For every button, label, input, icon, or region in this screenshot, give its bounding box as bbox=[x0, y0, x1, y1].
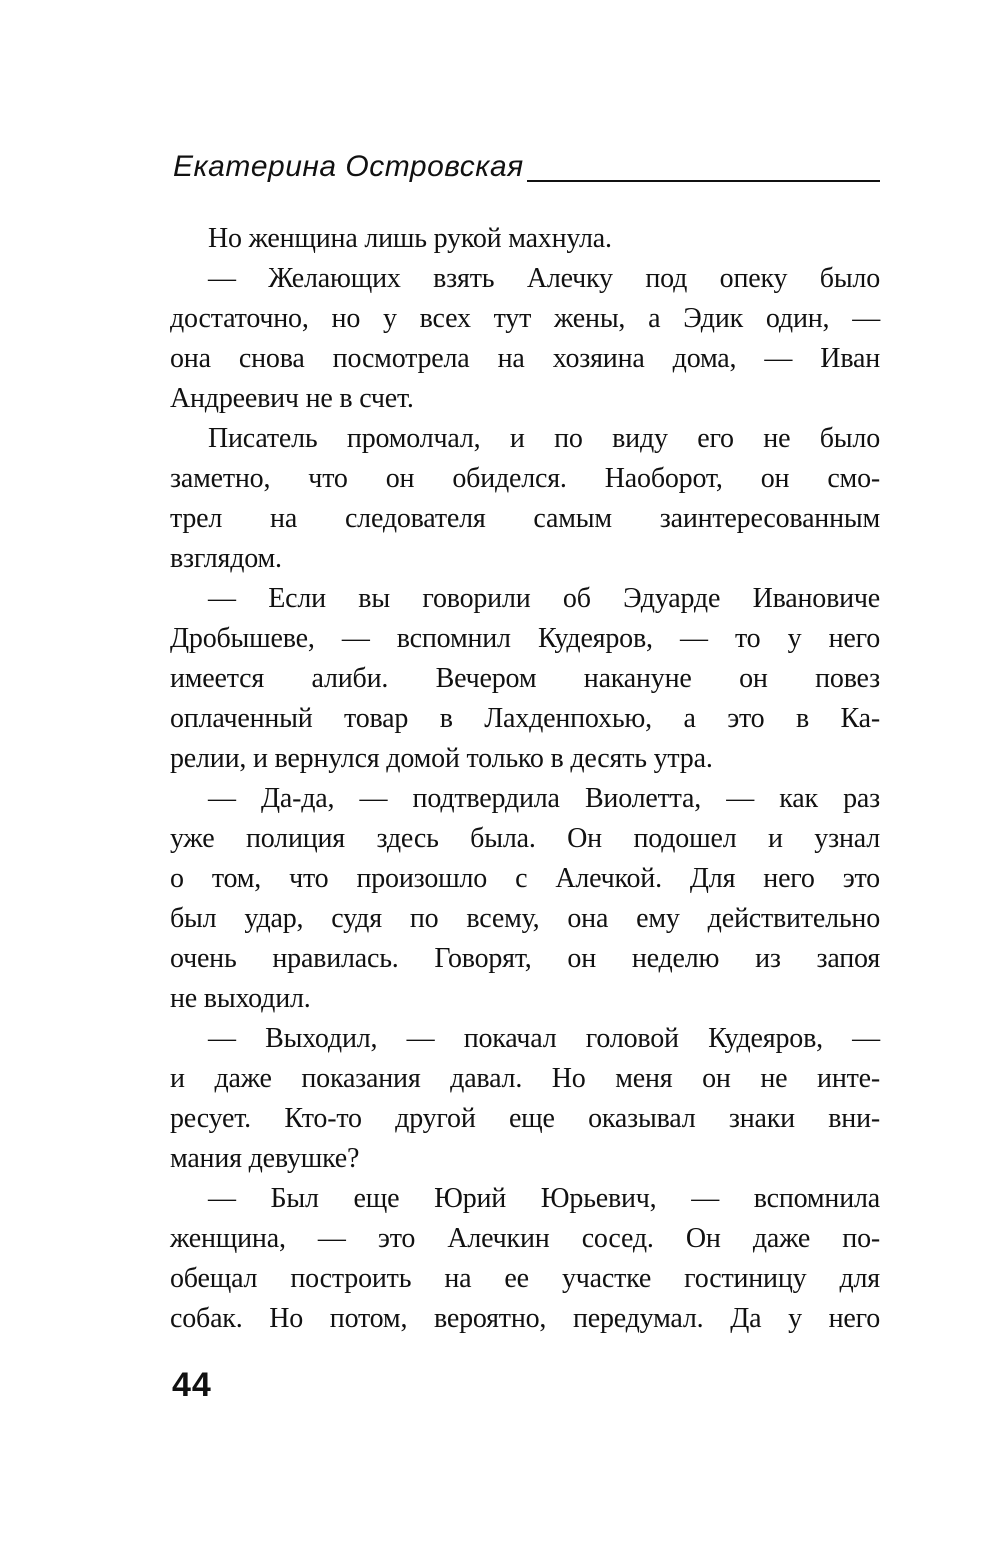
text-line: о том, что произошло с Алечкой. Для него это bbox=[170, 863, 880, 894]
header-rule bbox=[527, 180, 880, 182]
text-line: мания девушке? bbox=[170, 1143, 360, 1174]
body-text bbox=[170, 219, 880, 1339]
text-line: и даже показания давал. Но меня он не инте- bbox=[170, 1063, 880, 1094]
text-line: Но женщина лишь рукой махнула. bbox=[208, 223, 612, 254]
text-line: Андреевич не в счет. bbox=[170, 383, 414, 414]
text-line: собак. Но потом, вероятно, передумал. Да у него bbox=[170, 1303, 880, 1334]
text-line: очень нравилась. Говорят, он неделю из запоя bbox=[170, 943, 880, 974]
text-line: оплаченный товар в Лахденпохью, а это в Ка- bbox=[170, 703, 880, 734]
text-line: не выходил. bbox=[170, 983, 311, 1014]
text-line: релии, и вернулся домой только в десять утра. bbox=[170, 743, 713, 774]
text-line: трел на следователя самым заинтересованным bbox=[170, 503, 880, 534]
text-line: обещал построить на ее участке гостиницу для bbox=[170, 1263, 880, 1294]
text-line: был удар, судя по всему, она ему действительно bbox=[170, 903, 880, 934]
text-line: — Выходил, — покачал головой Кудеяров, — bbox=[208, 1023, 880, 1054]
text-line: уже полиция здесь была. Он подошел и узнал bbox=[170, 823, 880, 854]
text-line: женщина, — это Алечкин сосед. Он даже по- bbox=[170, 1223, 880, 1254]
text-line: — Желающих взять Алечку под опеку было bbox=[208, 263, 880, 294]
text-line: ресует. Кто-то другой еще оказывал знаки вни- bbox=[170, 1103, 880, 1134]
text-line: Писатель промолчал, и по виду его не было bbox=[208, 423, 880, 454]
text-line: заметно, что он обиделся. Наоборот, он смо- bbox=[170, 463, 880, 494]
page-number: 44 bbox=[172, 1366, 212, 1404]
text-line: достаточно, но у всех тут жены, а Эдик один, — bbox=[170, 303, 880, 334]
text-line: она снова посмотрела на хозяина дома, — Иван bbox=[170, 343, 880, 374]
text-line: — Если вы говорили об Эдуарде Ивановиче bbox=[208, 583, 880, 614]
author-name: Екатерина Островская bbox=[173, 150, 524, 183]
text-line: имеется алиби. Вечером накануне он повез bbox=[170, 663, 880, 694]
text-line: взглядом. bbox=[170, 543, 282, 574]
text-line: — Да-да, — подтвердила Виолетта, — как раз bbox=[208, 783, 880, 814]
running-header bbox=[173, 150, 880, 185]
text-line: — Был еще Юрий Юрьевич, — вспомнила bbox=[208, 1183, 880, 1214]
text-line: Дробышеве, — вспомнил Кудеяров, — то у него bbox=[170, 623, 880, 654]
